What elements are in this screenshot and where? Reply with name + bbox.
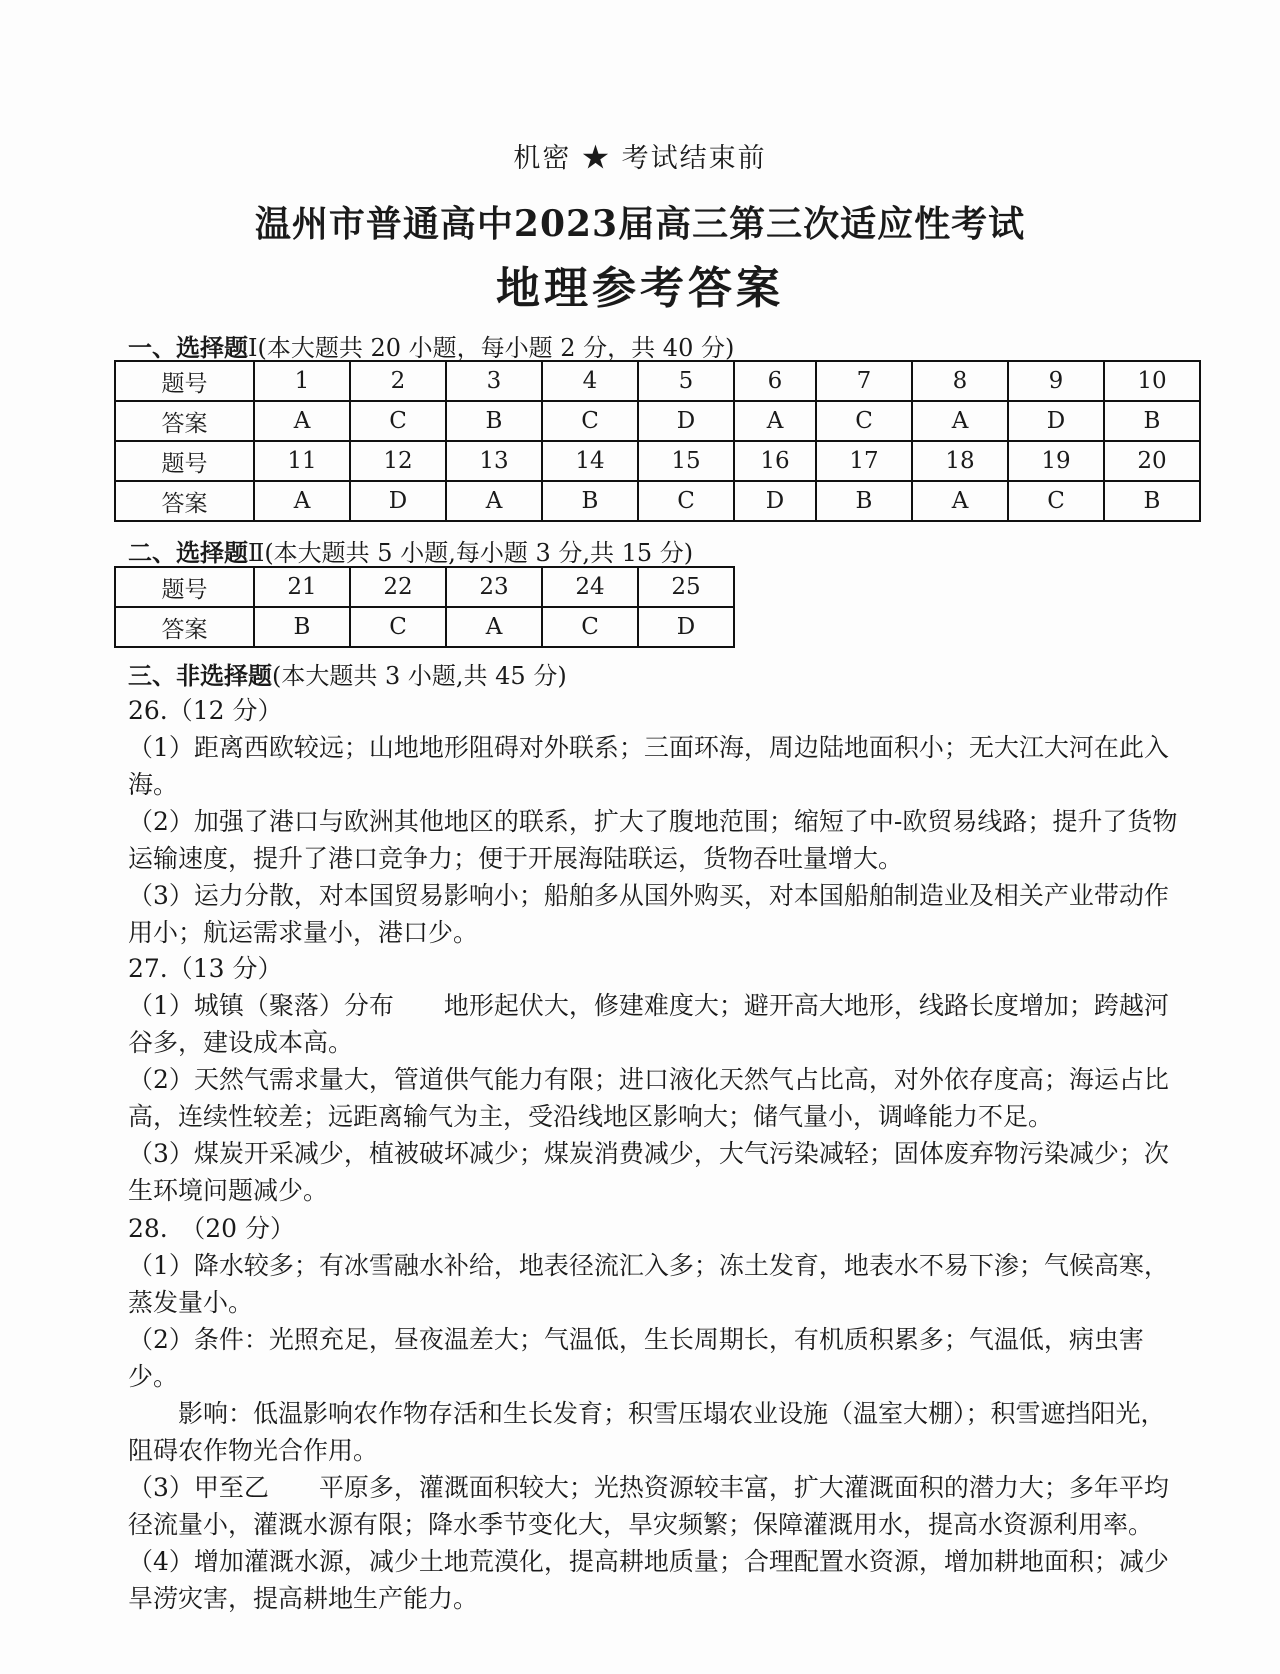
table-row [115,361,1200,401]
table-cell: A [254,401,350,441]
table-cell: 24 [542,567,638,607]
table-cell: A [734,401,816,441]
table-cell: D [734,481,816,521]
table-cell: 10 [1104,361,1200,401]
question-26 [128,692,1178,951]
section-3-bold: 三、非选择题 [128,661,272,690]
table-cell: 4 [542,361,638,401]
question-26-answer-2: （2）加强了港口与欧洲其他地区的联系，扩大了腹地范围；缩短了中-欧贸易线路；提升了货物运输速度，提升了港口竞争力；便于开展海陆联运，货物吞吐量增大。 [128,807,1178,873]
table-cell: A [446,481,542,521]
table-cell: 9 [1008,361,1104,401]
table-cell: 21 [254,567,350,607]
question-28-answer-4: （4）增加灌溉水源，减少土地荒漠化，提高耕地质量；合理配置水资源，增加耕地面积；减少旱涝灾害，提高耕地生产能力。 [128,1547,1169,1613]
table-cell: 12 [350,441,446,481]
row-label: 答案 [115,607,254,647]
table-cell: B [1104,481,1200,521]
section-2-heading [128,533,693,568]
table-cell: 14 [542,441,638,481]
table-cell: B [446,401,542,441]
question-26-answer-1: （1）距离西欧较远；山地地形阻碍对外联系；三面环海，周边陆地面积小；无大江大河在此入海。 [128,733,1169,799]
question-26-answer-3: （3）运力分散，对本国贸易影响小；船舶多从国外购买，对本国船舶制造业及相关产业带动作用小；航运需求量小，港口少。 [128,881,1169,947]
table-row [115,401,1200,441]
section-1-note: Ⅰ(本大题共 20 小题，每小题 2 分，共 40 分) [248,334,735,362]
row-label: 答案 [115,401,254,441]
table-cell: 2 [350,361,446,401]
table-cell: C [1008,481,1104,521]
table-cell: 23 [446,567,542,607]
table-cell: D [350,481,446,521]
question-28-answer-2: （2）条件：光照充足，昼夜温差大；气温低，生长周期长，有机质积累多；气温低，病虫害少。 [128,1325,1144,1391]
question-28-answer-2-impact: 影响：低温影响农作物存活和生长发育；积雪压塌农业设施（温室大棚）；积雪遮挡阳光，阻碍农作物光合作用。 [128,1399,1166,1465]
question-28-answer-1: （1）降水较多；有冰雪融水补给，地表径流汇入多；冻土发育，地表水不易下渗；气候高寒，蒸发量小。 [128,1251,1169,1317]
table-cell: 6 [734,361,816,401]
section-3-heading [128,656,567,691]
table-cell: A [912,481,1008,521]
table-cell: C [816,401,912,441]
table-cell: 20 [1104,441,1200,481]
table-cell: 15 [638,441,734,481]
section-2-note: Ⅱ(本大题共 5 小题,每小题 3 分,共 15 分) [248,539,694,567]
section-3-note: (本大题共 3 小题,共 45 分) [272,662,567,690]
row-label: 答案 [115,481,254,521]
table-cell: B [1104,401,1200,441]
question-26-heading: 26.（12 分） [128,696,283,725]
answer-key-title: 地理参考答案 [496,263,784,314]
table-cell: 8 [912,361,1008,401]
table-cell: A [254,481,350,521]
table-row [115,607,734,647]
table-cell: A [446,607,542,647]
section-1-heading [128,328,734,363]
table-cell: 1 [254,361,350,401]
table-cell: 3 [446,361,542,401]
table-cell: 25 [638,567,734,607]
table-cell: B [542,481,638,521]
section-2-answer-table [114,566,735,648]
table-cell: 22 [350,567,446,607]
row-label: 题号 [115,361,254,401]
table-cell: 11 [254,441,350,481]
exam-title: 温州市普通高中2023届高三第三次适应性考试 [254,203,1026,245]
table-cell: 19 [1008,441,1104,481]
table-cell: 13 [446,441,542,481]
question-27-answer-2: （2）天然气需求量大，管道供气能力有限；进口液化天然气占比高，对外依存度高；海运占比高，连续性较差；远距离输气为主，受沿线地区影响大；储气量小，调峰能力不足。 [128,1065,1169,1131]
row-label: 题号 [115,441,254,481]
question-27-answer-3: （3）煤炭开采减少，植被破坏减少；煤炭消费减少，大气污染减轻；固体废弃物污染减少；次生环境问题减少。 [128,1139,1169,1205]
question-28-answer-3: （3）甲至乙 平原多，灌溉面积较大；光热资源较丰富，扩大灌溉面积的潜力大；多年平均径流量小，灌溉水源有限；降水季节变化大，旱灾频繁；保障灌溉用水，提高水资源利用率。 [128,1473,1169,1539]
question-28-heading: 28. （20 分） [128,1214,296,1243]
table-cell: B [254,607,350,647]
table-cell: 16 [734,441,816,481]
table-row [115,441,1200,481]
table-cell: C [542,401,638,441]
table-cell: 5 [638,361,734,401]
table-cell: C [350,401,446,441]
section-2-bold: 二、选择题 [128,538,248,567]
table-cell: C [350,607,446,647]
confidential-label: 机密 ★ 考试结束前 [513,143,767,174]
table-cell: D [1008,401,1104,441]
table-cell: 18 [912,441,1008,481]
row-label: 题号 [115,567,254,607]
table-row [115,481,1200,521]
table-cell: B [816,481,912,521]
table-cell: 17 [816,441,912,481]
question-27-answer-1: （1）城镇（聚落）分布 地形起伏大，修建难度大；避开高大地形，线路长度增加；跨越河谷多，建设成本高。 [128,991,1169,1057]
table-cell: 7 [816,361,912,401]
table-cell: C [542,607,638,647]
table-cell: A [912,401,1008,441]
section-1-bold: 一、选择题 [128,333,248,362]
question-28 [128,1210,1178,1617]
table-cell: D [638,401,734,441]
table-cell: C [638,481,734,521]
question-27 [128,950,1178,1209]
table-cell: D [638,607,734,647]
question-27-heading: 27.（13 分） [128,954,283,983]
section-1-answer-table [114,360,1201,522]
table-row [115,567,734,607]
